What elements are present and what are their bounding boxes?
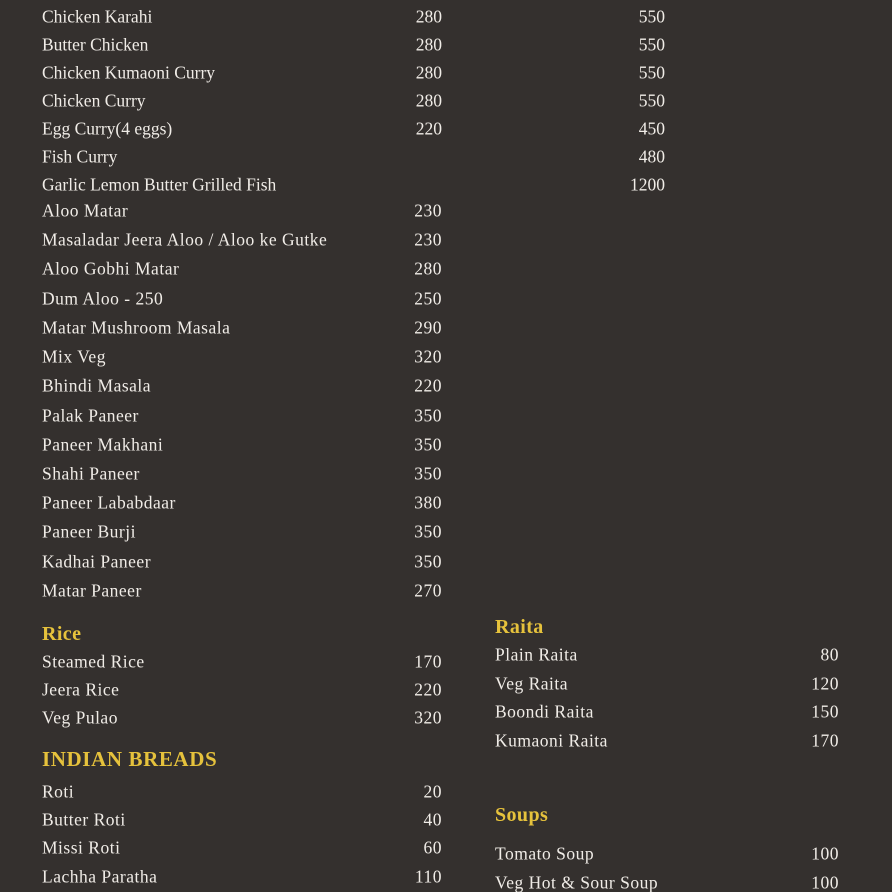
item-name: Lachha Paratha <box>42 866 158 887</box>
item-name: Shahi Paneer <box>42 463 140 484</box>
menu-row <box>0 669 892 698</box>
item-price-half: 280 <box>415 34 442 55</box>
item-name: Veg Pulao <box>42 707 118 728</box>
menu-row <box>0 196 892 225</box>
item-name: Paneer Lababdaar <box>42 492 176 513</box>
item-name: Chicken Kumaoni Curry <box>42 62 216 83</box>
menu-row <box>0 284 892 313</box>
item-price: 170 <box>811 730 839 751</box>
menu-row <box>0 3 892 31</box>
item-name: Tomato Soup <box>495 843 595 864</box>
item-name: Steamed Rice <box>42 651 145 672</box>
item-name: Roti <box>42 781 75 802</box>
menu-row <box>0 778 892 806</box>
menu-row <box>0 698 892 727</box>
menu-row <box>0 171 892 199</box>
item-name: Chicken Curry <box>42 90 146 111</box>
item-price: 280 <box>414 258 442 279</box>
menu-row <box>0 641 892 670</box>
item-name: Bhindi Masala <box>42 375 152 396</box>
menu-row <box>0 547 892 576</box>
item-price: 350 <box>414 434 442 455</box>
item-price-half: 280 <box>415 90 442 111</box>
item-name: Butter Chicken <box>42 34 149 55</box>
menu-row <box>0 868 892 892</box>
item-price: 120 <box>811 673 839 694</box>
item-price: 20 <box>423 781 442 802</box>
item-name: Matar Mushroom Masala <box>42 317 231 338</box>
item-name: Plain Raita <box>495 644 578 665</box>
menu-row <box>0 143 892 171</box>
item-name: Aloo Gobhi Matar <box>42 258 180 279</box>
item-price-full: 1200 <box>630 174 665 195</box>
menu-row <box>0 31 892 59</box>
menu-row <box>0 87 892 115</box>
item-price: 320 <box>414 707 442 728</box>
menu-row <box>0 806 892 834</box>
item-price: 220 <box>414 375 442 396</box>
item-price: 230 <box>414 229 442 250</box>
item-price-half: 220 <box>415 118 442 139</box>
item-name: Paneer Burji <box>42 521 136 542</box>
item-name: Paneer Makhani <box>42 434 164 455</box>
section-heading-soups: Soups <box>495 804 549 826</box>
item-price-full: 450 <box>638 118 665 139</box>
item-name: Matar Paneer <box>42 580 142 601</box>
section-nonveg-curries <box>0 3 892 199</box>
item-price: 350 <box>414 463 442 484</box>
item-price-full: 550 <box>638 34 665 55</box>
section-soups <box>0 837 892 892</box>
item-name: Egg Curry(4 eggs) <box>42 118 173 139</box>
item-name: Dum Aloo - 250 <box>42 288 164 309</box>
item-price: 60 <box>423 837 442 858</box>
item-price: 320 <box>414 346 442 367</box>
item-name: Mix Veg <box>42 346 106 367</box>
section-heading-raita: Raita <box>495 616 544 638</box>
item-price: 170 <box>414 651 442 672</box>
menu-row <box>0 727 892 756</box>
item-name: Jeera Rice <box>42 679 120 700</box>
item-name: Fish Curry <box>42 146 118 167</box>
item-price: 220 <box>414 679 442 700</box>
menu-row <box>0 226 892 255</box>
item-price: 80 <box>820 644 839 665</box>
item-price: 230 <box>414 200 442 221</box>
item-price-full: 550 <box>638 6 665 27</box>
item-name: Butter Roti <box>42 809 126 830</box>
menu-row <box>0 518 892 547</box>
item-name: Kadhai Paneer <box>42 551 152 572</box>
item-price: 380 <box>414 492 442 513</box>
item-name: Veg Raita <box>495 673 569 694</box>
section-heading-indian-breads: INDIAN BREADS <box>42 747 218 771</box>
item-price: 100 <box>811 843 839 864</box>
item-price: 350 <box>414 551 442 572</box>
menu-row <box>0 576 892 605</box>
menu-row <box>0 313 892 342</box>
item-price: 350 <box>414 405 442 426</box>
section-veg-mains <box>0 196 892 605</box>
menu-row <box>0 59 892 87</box>
item-price: 150 <box>811 701 839 722</box>
item-price: 100 <box>811 872 839 892</box>
item-name: Missi Roti <box>42 837 121 858</box>
item-name: Veg Hot & Sour Soup <box>495 872 659 892</box>
item-name: Kumaoni Raita <box>495 730 608 751</box>
item-name: Boondi Raita <box>495 701 594 722</box>
item-price-full: 550 <box>638 90 665 111</box>
menu-row <box>0 255 892 284</box>
item-name: Masaladar Jeera Aloo / Aloo ke Gutke <box>42 229 328 250</box>
item-name: Chicken Karahi <box>42 6 153 27</box>
menu-row <box>0 115 892 143</box>
item-price: 270 <box>414 580 442 601</box>
item-price: 40 <box>423 809 442 830</box>
section-heading-rice: Rice <box>42 623 82 645</box>
item-price-half: 280 <box>415 62 442 83</box>
item-price: 350 <box>414 521 442 542</box>
menu-row <box>0 489 892 518</box>
menu-row <box>0 342 892 371</box>
item-price: 290 <box>414 317 442 338</box>
item-name: Aloo Matar <box>42 200 129 221</box>
item-price-full: 480 <box>638 146 665 167</box>
menu-row <box>0 430 892 459</box>
item-name: Palak Paneer <box>42 405 139 426</box>
section-raita <box>0 641 892 756</box>
item-price-half: 280 <box>415 6 442 27</box>
menu-row <box>0 401 892 430</box>
item-price: 110 <box>414 866 442 887</box>
item-price-full: 550 <box>638 62 665 83</box>
item-price: 250 <box>414 288 442 309</box>
menu-row <box>0 372 892 401</box>
menu-row <box>0 459 892 488</box>
item-name: Garlic Lemon Butter Grilled Fish <box>42 174 277 195</box>
menu-row <box>0 837 892 869</box>
